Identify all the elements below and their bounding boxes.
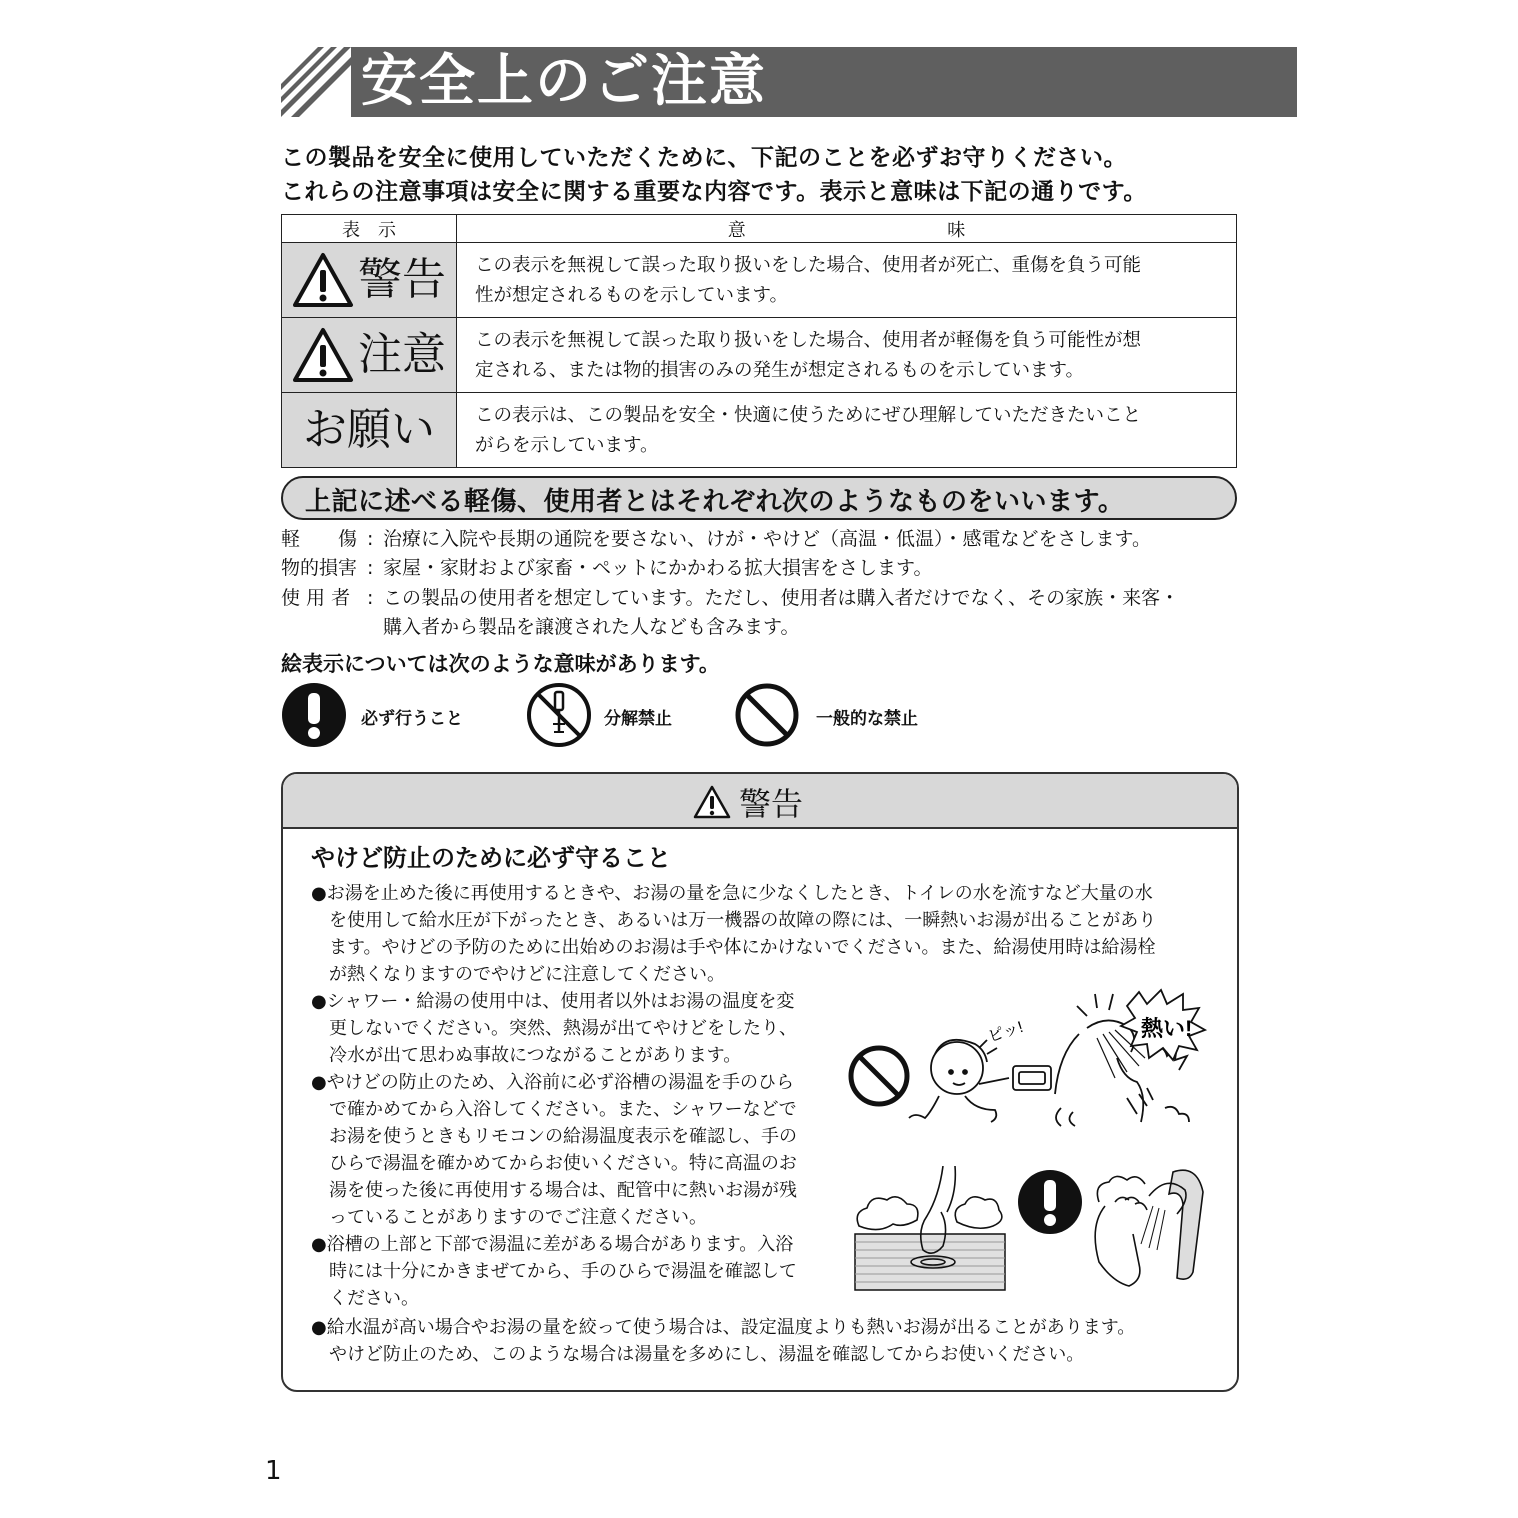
warning-subheading: やけど防止のために必ず守ること	[311, 844, 671, 872]
bullet-line: お湯を使うときもリモコンの給湯温度表示を確認し、手の	[329, 1126, 797, 1147]
warning-triangle-icon	[292, 252, 354, 308]
bullet-line: 時には十分にかきまぜてから、手のひらで湯温を確認して	[329, 1261, 797, 1282]
definition-text: 家屋・家財および家畜・ペットにかかわる拡大損害をさします。	[383, 557, 933, 579]
bullet-line: ます。やけどの予防のために出始めのお湯は手や体にかけないでください。また、給湯使用時は給湯栓	[329, 937, 1156, 958]
definition-term: 使 用 者	[281, 587, 351, 609]
caution-label: 注意	[358, 329, 446, 380]
meaning-line: 性が想定されるものを示しています。	[475, 284, 789, 306]
table-row	[282, 393, 1237, 468]
bullet-list-item	[311, 988, 797, 1069]
bullet-line: ひらで湯温を確かめてからお使いください。特に高温のお	[329, 1153, 797, 1174]
bullet-line: 冷水が出て思わぬ事故につながることがあります。	[329, 1045, 742, 1066]
definition-user-cont: 購入者から製品を譲渡された人なども含みます。	[383, 616, 800, 638]
check-temperature-illustration	[853, 1166, 1213, 1291]
prohibited-icon	[734, 682, 800, 748]
intro-line-1: この製品を安全に使用していただくために、下記のことを必ずお守りください。	[281, 145, 1127, 171]
definitions-banner-text: 上記に述べる軽傷、使用者とはそれぞれ次のようなものをいいます。	[305, 487, 1125, 517]
no-disassembly-icon	[526, 682, 592, 748]
definition-property-damage: 物的損害 : 家屋・家財および家畜・ペットにかかわる拡大損害をさします。	[281, 553, 932, 583]
warning-label: 警告	[358, 254, 446, 305]
prohibited-icon	[851, 1048, 907, 1104]
warning-triangle-icon	[693, 785, 731, 819]
page-header	[281, 47, 1297, 117]
bullet-line: やけど防止のため、このような場合は湯量を多めにし、湯温を確認してからお使いください。	[329, 1344, 1085, 1365]
table-row	[282, 243, 1237, 318]
page-number: 1	[265, 1456, 282, 1486]
mandatory-icon	[1018, 1170, 1082, 1234]
bullet-line: ●給水温が高い場合やお湯の量を絞って使う場合は、設定温度よりも熱いお湯が出ることがあります。	[311, 1317, 1136, 1338]
warning-box-header	[283, 774, 1237, 829]
meaning-line: 定される、または物的損害のみの発生が想定されるものを示しています。	[475, 359, 1085, 381]
definition-text: この製品の使用者を想定しています。ただし、使用者は購入者だけでなく、その家族・来客・	[383, 587, 1180, 609]
signal-word-table	[281, 214, 1237, 468]
mandatory-icon	[281, 682, 347, 748]
warning-box	[281, 772, 1239, 1392]
hot-text: 熱い!	[1141, 1016, 1193, 1041]
bullet-line: を使用して給水圧が下がったとき、あるいは万一機器の故障の際には、一瞬熱いお湯が出ることがあり	[329, 910, 1157, 931]
prohibited-label: 一般的な禁止	[816, 709, 918, 729]
meaning-line: この表示は、この製品を安全・快適に使うためにぜひ理解していただきたいこと	[475, 404, 1142, 426]
meaning-line: がらを示しています。	[475, 434, 659, 456]
definition-text: 治療に入院や長期の通院を要さない、けが・やけど（高温・低温）・感電などをさします。	[383, 528, 1151, 550]
shower-hand-illustration	[1095, 1170, 1203, 1286]
bullet-list-item	[311, 1069, 797, 1231]
warning-meaning	[457, 243, 1237, 318]
table-header-meaning	[457, 215, 1237, 243]
definition-term: 物的損害	[281, 557, 358, 579]
table-row	[282, 318, 1237, 393]
bullet-line: ●やけどの防止のため、入浴前に必ず浴槽の湯温を手のひら	[311, 1072, 794, 1093]
definition-term: 軽 傷	[281, 528, 358, 550]
caution-triangle-icon	[292, 327, 354, 383]
bullet-line: が熱くなりますのでやけどに注意してください。	[329, 964, 725, 985]
bullet-line: ●シャワー・給湯の使用中は、使用者以外はお湯の温度を変	[311, 991, 795, 1012]
request-label: お願い	[303, 404, 435, 455]
header-stripes	[281, 47, 351, 117]
bullet-line: ●お湯を止めた後に再使用するときや、お湯の量を急に少なくしたとき、トイレの水を流すなど大量の水	[311, 883, 1153, 904]
warning-symbol-cell	[282, 243, 457, 318]
bullet-line: 湯を使った後に再使用する場合は、配管中に熱いお湯が残	[329, 1180, 797, 1201]
caution-meaning	[457, 318, 1237, 393]
bathtub-hand-illustration	[855, 1166, 1005, 1290]
bullet-list-item	[311, 880, 1156, 988]
definitions-banner	[281, 476, 1237, 520]
no-disassembly-label: 分解禁止	[604, 709, 672, 729]
bullet-line: ●浴槽の上部と下部で湯温に差がある場合があります。入浴	[311, 1234, 794, 1255]
bullet-line: 更しないでください。突然、熱湯が出てやけどをしたり、	[329, 1018, 797, 1039]
definition-user: 使 用 者 : この製品の使用者を想定しています。ただし、使用者は購入者だけでなく、その家族・来客・	[281, 583, 1179, 613]
bullet-line: っていることがありますのでご注意ください。	[329, 1207, 707, 1228]
meaning-line: この表示を無視して誤った取り扱いをした場合、使用者が死亡、重傷を負う可能	[475, 254, 1142, 276]
mandatory-label: 必ず行うこと	[361, 709, 463, 729]
scald-illustration	[847, 988, 1217, 1138]
page-title: 安全上のご注意	[361, 49, 767, 114]
beep-text: ピッ!	[985, 1018, 1026, 1047]
bullet-list-item	[311, 1314, 1135, 1368]
table-header-display: 表 示	[282, 215, 457, 243]
child-illustration	[909, 1040, 1051, 1122]
meaning-char-2: 味	[947, 219, 966, 241]
request-symbol-cell	[282, 393, 457, 468]
meaning-line: この表示を無視して誤った取り扱いをした場合、使用者が軽傷を負う可能性が想	[475, 329, 1142, 351]
warning-box-title: 警告	[739, 785, 804, 823]
caution-symbol-cell	[282, 318, 457, 393]
request-meaning	[457, 393, 1237, 468]
definition-minor-injury: 軽 傷 : 治療に入院や長期の通院を要さない、けが・やけど（高温・低温）・感電などをさします。	[281, 524, 1151, 554]
bullet-line: ください。	[329, 1288, 419, 1309]
pictogram-lead: 絵表示については次のような意味があります。	[281, 652, 720, 676]
intro-line-2: これらの注意事項は安全に関する重要な内容です。表示と意味は下記の通りです。	[281, 179, 1147, 205]
meaning-char-1: 意	[727, 219, 746, 241]
bullet-line: で確かめてから入浴してください。また、シャワーなどで	[329, 1099, 797, 1120]
bullet-list-item	[311, 1231, 797, 1312]
